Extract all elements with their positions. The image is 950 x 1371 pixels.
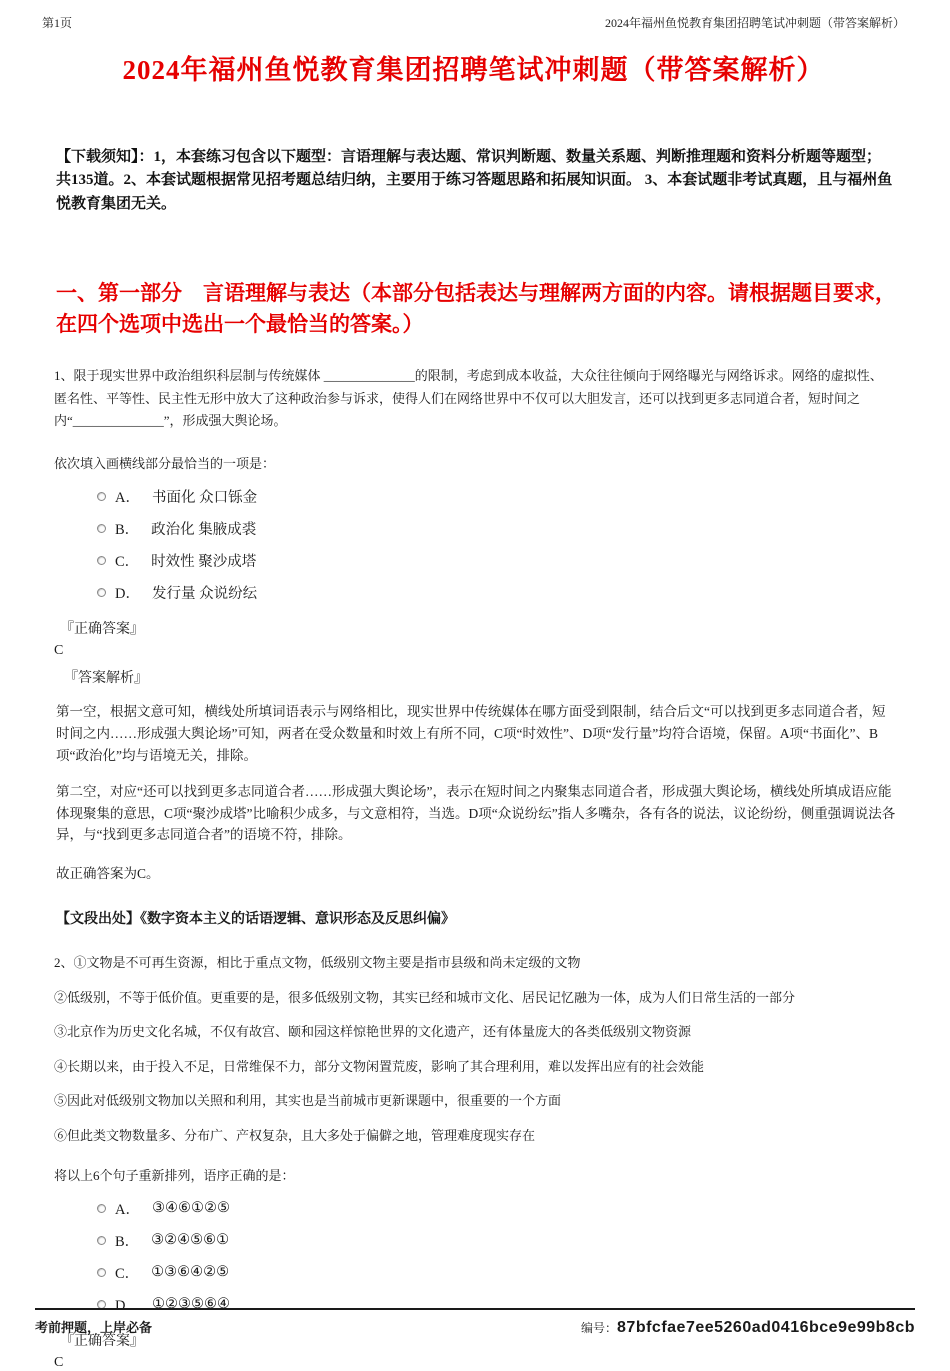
document-title: 2024年福州鱼悦教育集团招聘笔试冲刺题（带答案解析）: [122, 55, 825, 85]
option-letter: B．: [115, 522, 140, 539]
question-1-option-d[interactable]: [97, 582, 905, 603]
radio-button[interactable]: [97, 556, 106, 565]
question-2-option-b[interactable]: [97, 1230, 905, 1251]
question-1-stem: 1、限于现实世界中政治组织科层制与传统媒体 ______________的限制，考虑到成本收益，大众往往倾向于网络曝光与网络诉求。网络的虚拟性、匿名性、平等性、民主性无形中放大了这种政治参与诉求，使得人们在网络世界中不仅可以大胆发言，还可以找到更多志同道合者，短时间之内“______________”，形成强大舆论场。: [54, 367, 883, 429]
question-1-option-a[interactable]: [97, 486, 905, 507]
question-1-answer-label: 『正确答案』: [60, 622, 144, 638]
footer-document-id: [581, 1319, 915, 1337]
option-text: 政治化 集腋成裘: [151, 522, 257, 539]
header-doc-title: 2024年福州鱼悦教育集团招聘笔试冲刺题（带答案解析）: [604, 16, 905, 30]
footer-slogan: 考前押题，上岸必备: [35, 1320, 153, 1335]
page-header: [42, 14, 905, 31]
question-2-prompt: 将以上6个句子重新排列，语序正确的是：: [54, 1167, 295, 1183]
footer-code-value: 87bfcfae7ee5260ad0416bce9e99b8cb: [617, 1319, 915, 1336]
download-notice: 【下载须知】：1，本套练习包含以下题型：言语理解与表达题、常识判断题、数量关系题、判断推理题和资料分析题等题型；共135道。2、本套试题根据常见招考题总结归纳，主要用于练习答题思路和拓展知识面。 3、本套试题非考试真题，且与福州鱼悦教育集团无关。: [56, 149, 893, 212]
option-text: ①③⑥④②⑤: [151, 1263, 230, 1280]
radio-button[interactable]: [97, 1268, 106, 1277]
question-2-answer-label: 『正确答案』: [60, 1333, 144, 1349]
option-text: ③④⑥①②⑤: [151, 1199, 230, 1216]
question-1-analysis-label: 『答案解析』: [64, 671, 148, 687]
option-text: 书面化 众口铄金: [151, 490, 258, 507]
option-letter: A．: [115, 490, 140, 507]
radio-button[interactable]: [97, 1236, 106, 1245]
question-2-option-c[interactable]: [97, 1262, 905, 1283]
option-letter: A．: [115, 1201, 140, 1218]
question-1-source: 【文段出处】《数字资本主义的话语逻辑、意识形态及反思纠偏》: [56, 912, 455, 928]
option-text: 时效性 聚沙成塔: [151, 554, 257, 571]
option-letter: B．: [115, 1233, 140, 1250]
question-1-prompt: 依次填入画横线部分最恰当的一项是：: [54, 456, 276, 472]
radio-button[interactable]: [97, 588, 106, 597]
question-1-option-b[interactable]: [97, 518, 905, 539]
option-text: 发行量 众说纷纭: [151, 586, 258, 603]
question-2-sentence-3: ③北京作为历史文化名城，不仅有故宫、颐和园这样惊艳世界的文化遗产，还有体量庞大的各类低级别文物资源: [54, 1024, 692, 1040]
radio-button[interactable]: [97, 1204, 106, 1213]
section-heading: 一、第一部分 言语理解与表达（本部分包括表达与理解两方面的内容。请根据题目要求，在四个选项中选出一个最恰当的答案。）: [56, 280, 896, 337]
option-text: ③②④⑤⑥①: [151, 1231, 230, 1248]
page-footer: [35, 1308, 915, 1337]
question-1-analysis-paragraph-1: 第一空，根据文意可知，横线处所填词语表示与网络相比，现实世界中传统媒体在哪方面受到限制，结合后文“可以找到更多志同道合者，短时间之内……形成强大舆论场”可知，两者在受众数量和时效上有所不同，C项“时效性”、D项“发行量”均符合语境，保留。A项“书面化”、B项“政治化”均与语境无关，排除。: [56, 704, 886, 763]
radio-button[interactable]: [97, 492, 106, 501]
question-2-sentence-2: ②低级别，不等于低价值。更重要的是，很多低级别文物，其实已经和城市文化、居民记忆融为一体，成为人们日常生活的一部分: [54, 989, 796, 1005]
question-2-sentence-6: ⑥但此类文物数量多、分布广、产权复杂，且大多处于偏僻之地，管理难度现实存在: [54, 1127, 536, 1143]
option-letter: C．: [115, 1265, 140, 1282]
question-1-answer: C: [54, 643, 64, 659]
header-page-number: 第1页: [42, 16, 73, 30]
question-2-options: [97, 1198, 905, 1315]
question-2-answer: C: [54, 1354, 64, 1370]
option-letter: C．: [115, 554, 140, 571]
question-1-conclusion: 故正确答案为C。: [56, 866, 160, 882]
question-1-options: [97, 486, 905, 603]
option-text: ①②③⑤⑥④: [151, 1295, 230, 1312]
option-letter: D．: [115, 1297, 140, 1314]
radio-button[interactable]: [97, 524, 106, 533]
question-1-analysis-paragraph-2: 第二空，对应“还可以找到更多志同道合者……形成强大舆论场”，表示在短时间之内聚集志同道合者，形成强大舆论场，横线处所填成语应能体现聚集的意思，C项“聚沙成塔”比喻积少成多，与文意相符，当选。D项“众说纷纭”指人多嘴杂，各有各的说法，议论纷纷，侧重强调说法各异，与“找到更多志同道合者”的语境不符，排除。: [56, 783, 896, 843]
option-letter: D．: [115, 586, 140, 603]
question-2-sentence-1: 2、①文物是不可再生资源，相比于重点文物，低级别文物主要是指市县级和尚未定级的文物: [54, 955, 581, 971]
footer-code-label: 编号：: [581, 1321, 618, 1335]
question-2-option-a[interactable]: [97, 1198, 905, 1219]
question-2-sentence-4: ④长期以来，由于投入不足，日常维保不力，部分文物闲置荒废，影响了其合理利用，难以发挥出应有的社会效能: [54, 1058, 705, 1074]
question-1-option-c[interactable]: [97, 550, 905, 571]
question-2-sentence-5: ⑤因此对低级别文物加以关照和利用，其实也是当前城市更新课题中，很重要的一个方面: [54, 1093, 562, 1109]
